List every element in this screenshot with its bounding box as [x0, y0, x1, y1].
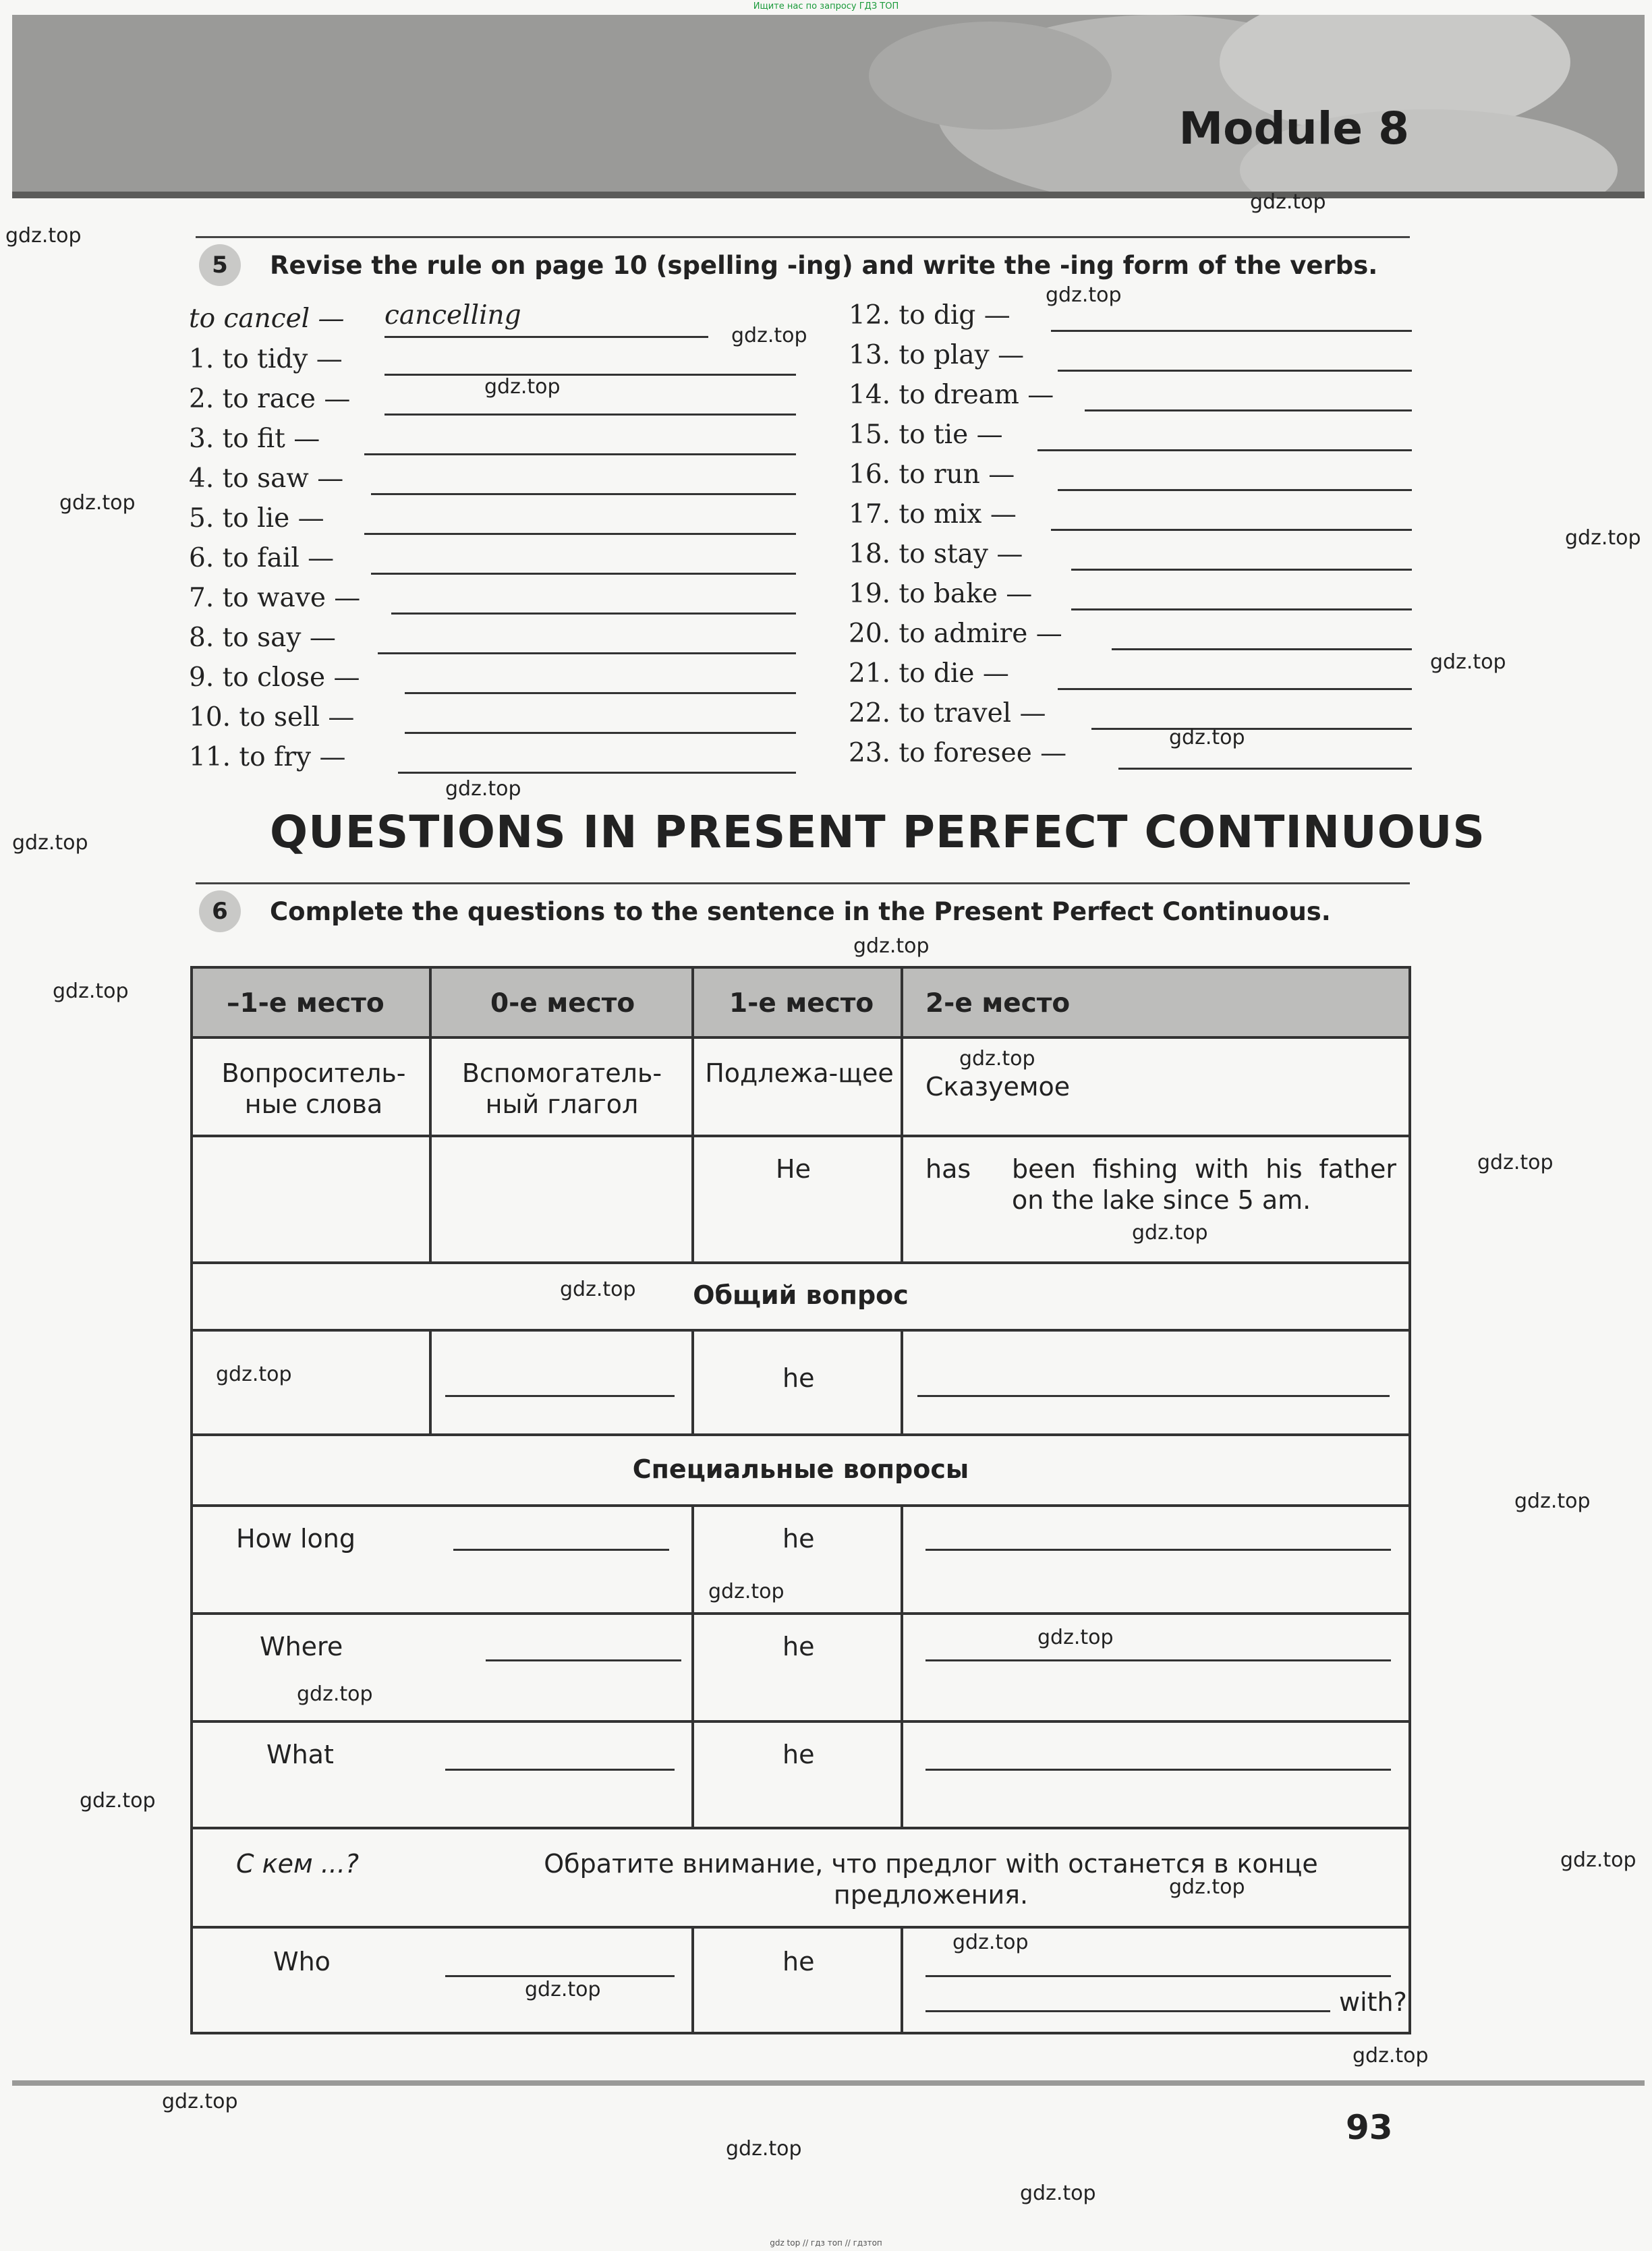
answer-line[interactable]	[1071, 569, 1412, 571]
ing-item: 20. to admire —	[849, 619, 1062, 649]
watermark: gdz.top	[216, 1363, 292, 1386]
answer-line[interactable]	[1058, 489, 1412, 491]
wh-where: Where	[260, 1632, 343, 1661]
watermark: gdz.top	[726, 2137, 802, 2161]
ing-item: 18. to stay —	[849, 539, 1023, 569]
watermark: gdz.top	[445, 777, 521, 801]
ing-item: 16. to run —	[849, 459, 1015, 490]
ing-item: 17. to mix —	[849, 499, 1017, 530]
table-col-rule	[901, 1926, 903, 2034]
answer-line[interactable]	[398, 772, 796, 774]
watermark: gdz.top	[1132, 1221, 1208, 1245]
watermark: gdz.top	[1477, 1151, 1554, 1174]
table-col-rule	[429, 966, 432, 1261]
sentence-predicate: been fishing with his father on the lake since 5 am.	[1012, 1154, 1396, 1215]
answer-line[interactable]	[917, 1395, 1390, 1397]
table-col-rule	[691, 1329, 694, 1433]
ing-item: 7. to wave —	[189, 583, 361, 613]
table-rule	[190, 1261, 1411, 1264]
ing-item: 12. to dig —	[849, 300, 1010, 331]
watermark: gdz.top	[560, 1278, 636, 1301]
ing-item: 2. to race —	[189, 384, 351, 414]
exercise6-instruction: Complete the questions to the sentence in the Present Perfect Continuous.	[270, 897, 1331, 926]
ing-item: 6. to fail —	[189, 543, 335, 573]
ing-item: 10. to sell —	[189, 702, 355, 733]
exercise5-instruction: Revise the rule on page 10 (spelling -ing) and write the -ing form of the verbs.	[270, 251, 1378, 280]
ing-item: 19. to bake —	[849, 579, 1033, 609]
watermark: gdz.top	[1169, 726, 1245, 749]
answer-line[interactable]	[925, 1549, 1391, 1551]
col-predicate: Сказуемое	[925, 1072, 1071, 1102]
watermark: gdz.top	[1046, 283, 1122, 307]
wh-who: Who	[273, 1947, 331, 1976]
table-col-rule	[901, 966, 903, 1261]
wh-what: What	[266, 1740, 334, 1769]
answer-line[interactable]	[925, 1659, 1391, 1661]
exercise6-number: 6	[199, 890, 241, 932]
watermark: gdz.top	[1565, 526, 1641, 550]
ing-item: 9. to close —	[189, 662, 360, 693]
header-zero: 0-е место	[490, 988, 635, 1019]
header-one: 1-е место	[729, 988, 874, 1019]
answer-line[interactable]	[1085, 409, 1412, 411]
answer-line[interactable]	[371, 493, 796, 495]
table-rule	[190, 1036, 1411, 1039]
table-rule	[190, 1827, 1411, 1829]
table-rule	[190, 1720, 1411, 1723]
section-title: QUESTIONS IN PRESENT PERFECT CONTINUOUS	[270, 806, 1485, 858]
answer-line[interactable]	[364, 453, 796, 455]
ing-item: 1. to tidy —	[189, 344, 343, 374]
sentence-aux: has	[925, 1154, 971, 1184]
watermark: gdz.top	[1020, 2182, 1096, 2205]
answer-line[interactable]	[925, 2010, 1330, 2012]
general-question-label: Общий вопрос	[693, 1280, 909, 1310]
watermark: gdz.top	[708, 1580, 785, 1603]
general-question-subject: he	[782, 1363, 815, 1393]
answer-line[interactable]	[445, 1975, 675, 1977]
watermark: gdz.top	[1169, 1875, 1245, 1899]
answer-line[interactable]	[925, 1975, 1391, 1977]
answer-line[interactable]	[1058, 370, 1412, 372]
watermark: gdz.top	[5, 224, 82, 248]
col-auxiliary: Вспомогатель-ный глагол	[461, 1058, 662, 1119]
special-subject: he	[782, 1632, 815, 1661]
watermark: gdz.top	[731, 324, 807, 347]
exercise5-top-rule	[196, 236, 1410, 238]
watermark: gdz.top	[952, 1931, 1029, 1954]
answer-line[interactable]	[445, 1395, 675, 1397]
answer-line[interactable]	[1118, 768, 1412, 770]
watermark: gdz.top	[53, 979, 129, 1003]
special-subject: he	[782, 1740, 815, 1769]
watermark: gdz.top	[297, 1682, 373, 1706]
answer-line[interactable]	[1037, 449, 1412, 451]
table-col-rule	[901, 1504, 903, 1827]
table-col-rule	[691, 1926, 694, 2034]
who-ending: with?	[1339, 1987, 1407, 2017]
ing-item: 5. to lie —	[189, 503, 324, 534]
watermark: gdz.top	[853, 934, 930, 958]
with-note: Обратите внимание, что предлог with останется в конце предложения.	[544, 1849, 1318, 1910]
answer-line[interactable]	[925, 1769, 1391, 1771]
who-subject: he	[782, 1947, 815, 1976]
answer-line[interactable]	[1051, 330, 1412, 332]
ing-item: 23. to foresee —	[849, 738, 1067, 768]
ing-item: 8. to say —	[189, 623, 336, 653]
watermark: gdz.top	[1037, 1626, 1114, 1649]
table-col-rule	[691, 1504, 694, 1827]
watermark: gdz.top	[80, 1789, 156, 1813]
col-question-words: Вопроситель-ные слова	[221, 1058, 406, 1119]
answer-line[interactable]	[1058, 688, 1412, 690]
answer-line[interactable]	[1071, 608, 1412, 610]
ing-item: 3. to fit —	[189, 424, 320, 454]
answer-line[interactable]	[1051, 529, 1412, 531]
with-whom-label: С кем ...?	[236, 1849, 360, 1879]
exercise6-top-rule	[196, 882, 1410, 884]
ing-item: 21. to die —	[849, 658, 1009, 689]
header-bottom-strip	[12, 192, 1645, 198]
table-rule	[190, 1329, 1411, 1332]
header-two: 2-е место	[925, 988, 1071, 1019]
table-rule	[190, 1135, 1411, 1137]
example-verb: to cancel —	[189, 304, 345, 334]
watermark: gdz.top	[1514, 1489, 1591, 1513]
watermark: gdz.top	[525, 1978, 601, 2001]
top-note: Ищите нас по запросу ГДЗ ТОП	[753, 1, 899, 11]
ing-item: 11. to fry —	[189, 742, 346, 772]
watermark: gdz.top	[162, 2090, 238, 2113]
bottom-note: gdz top // гдз топ // гдзтоп	[770, 2238, 882, 2248]
col-subject: Подлежа-щее	[705, 1058, 894, 1088]
example-answer: cancelling	[384, 300, 521, 331]
page-number: 93	[1346, 2108, 1393, 2147]
ing-item: 22. to travel —	[849, 698, 1046, 729]
special-subject: he	[782, 1524, 815, 1554]
example-answer-line	[384, 336, 708, 338]
answer-line[interactable]	[384, 414, 796, 416]
ing-item: 13. to play —	[849, 340, 1025, 370]
table-col-rule	[901, 1329, 903, 1433]
ing-item: 15. to tie —	[849, 420, 1003, 450]
ing-item: 14. to dream —	[849, 380, 1054, 410]
table-rule	[190, 1504, 1411, 1507]
sentence-subject: He	[776, 1154, 811, 1184]
table-rule	[190, 1612, 1411, 1615]
ing-item: 4. to saw —	[189, 463, 344, 494]
answer-line[interactable]	[445, 1769, 675, 1771]
watermark: gdz.top	[59, 491, 136, 515]
watermark: gdz.top	[12, 831, 88, 855]
answer-line[interactable]	[391, 612, 796, 615]
watermark: gdz.top	[484, 375, 561, 399]
watermark: gdz.top	[1430, 650, 1506, 674]
wh-how-long: How long	[236, 1524, 355, 1554]
special-questions-label: Специальные вопросы	[632, 1454, 969, 1484]
answer-line[interactable]	[1091, 728, 1412, 730]
answer-line[interactable]	[378, 652, 796, 654]
watermark: gdz.top	[959, 1047, 1035, 1071]
answer-line[interactable]	[453, 1549, 669, 1551]
watermark: gdz.top	[1560, 1848, 1636, 1872]
footer-rule	[12, 2080, 1645, 2086]
watermark: gdz.top	[1352, 2044, 1429, 2068]
header-minus-one: –1-е место	[227, 988, 384, 1019]
answer-line[interactable]	[371, 573, 796, 575]
answer-line[interactable]	[1112, 648, 1412, 650]
module-title: Module 8	[1178, 103, 1409, 154]
watermark: gdz.top	[1250, 190, 1326, 214]
answer-line[interactable]	[384, 374, 796, 376]
table-rule	[190, 1433, 1411, 1436]
answer-line[interactable]	[486, 1659, 681, 1661]
answer-line[interactable]	[364, 533, 796, 535]
exercise5-number: 5	[199, 244, 241, 286]
table-col-rule	[429, 1329, 432, 1433]
table-rule	[190, 1926, 1411, 1929]
table-col-rule	[691, 966, 694, 1261]
answer-line[interactable]	[405, 692, 796, 694]
answer-line[interactable]	[405, 732, 796, 734]
